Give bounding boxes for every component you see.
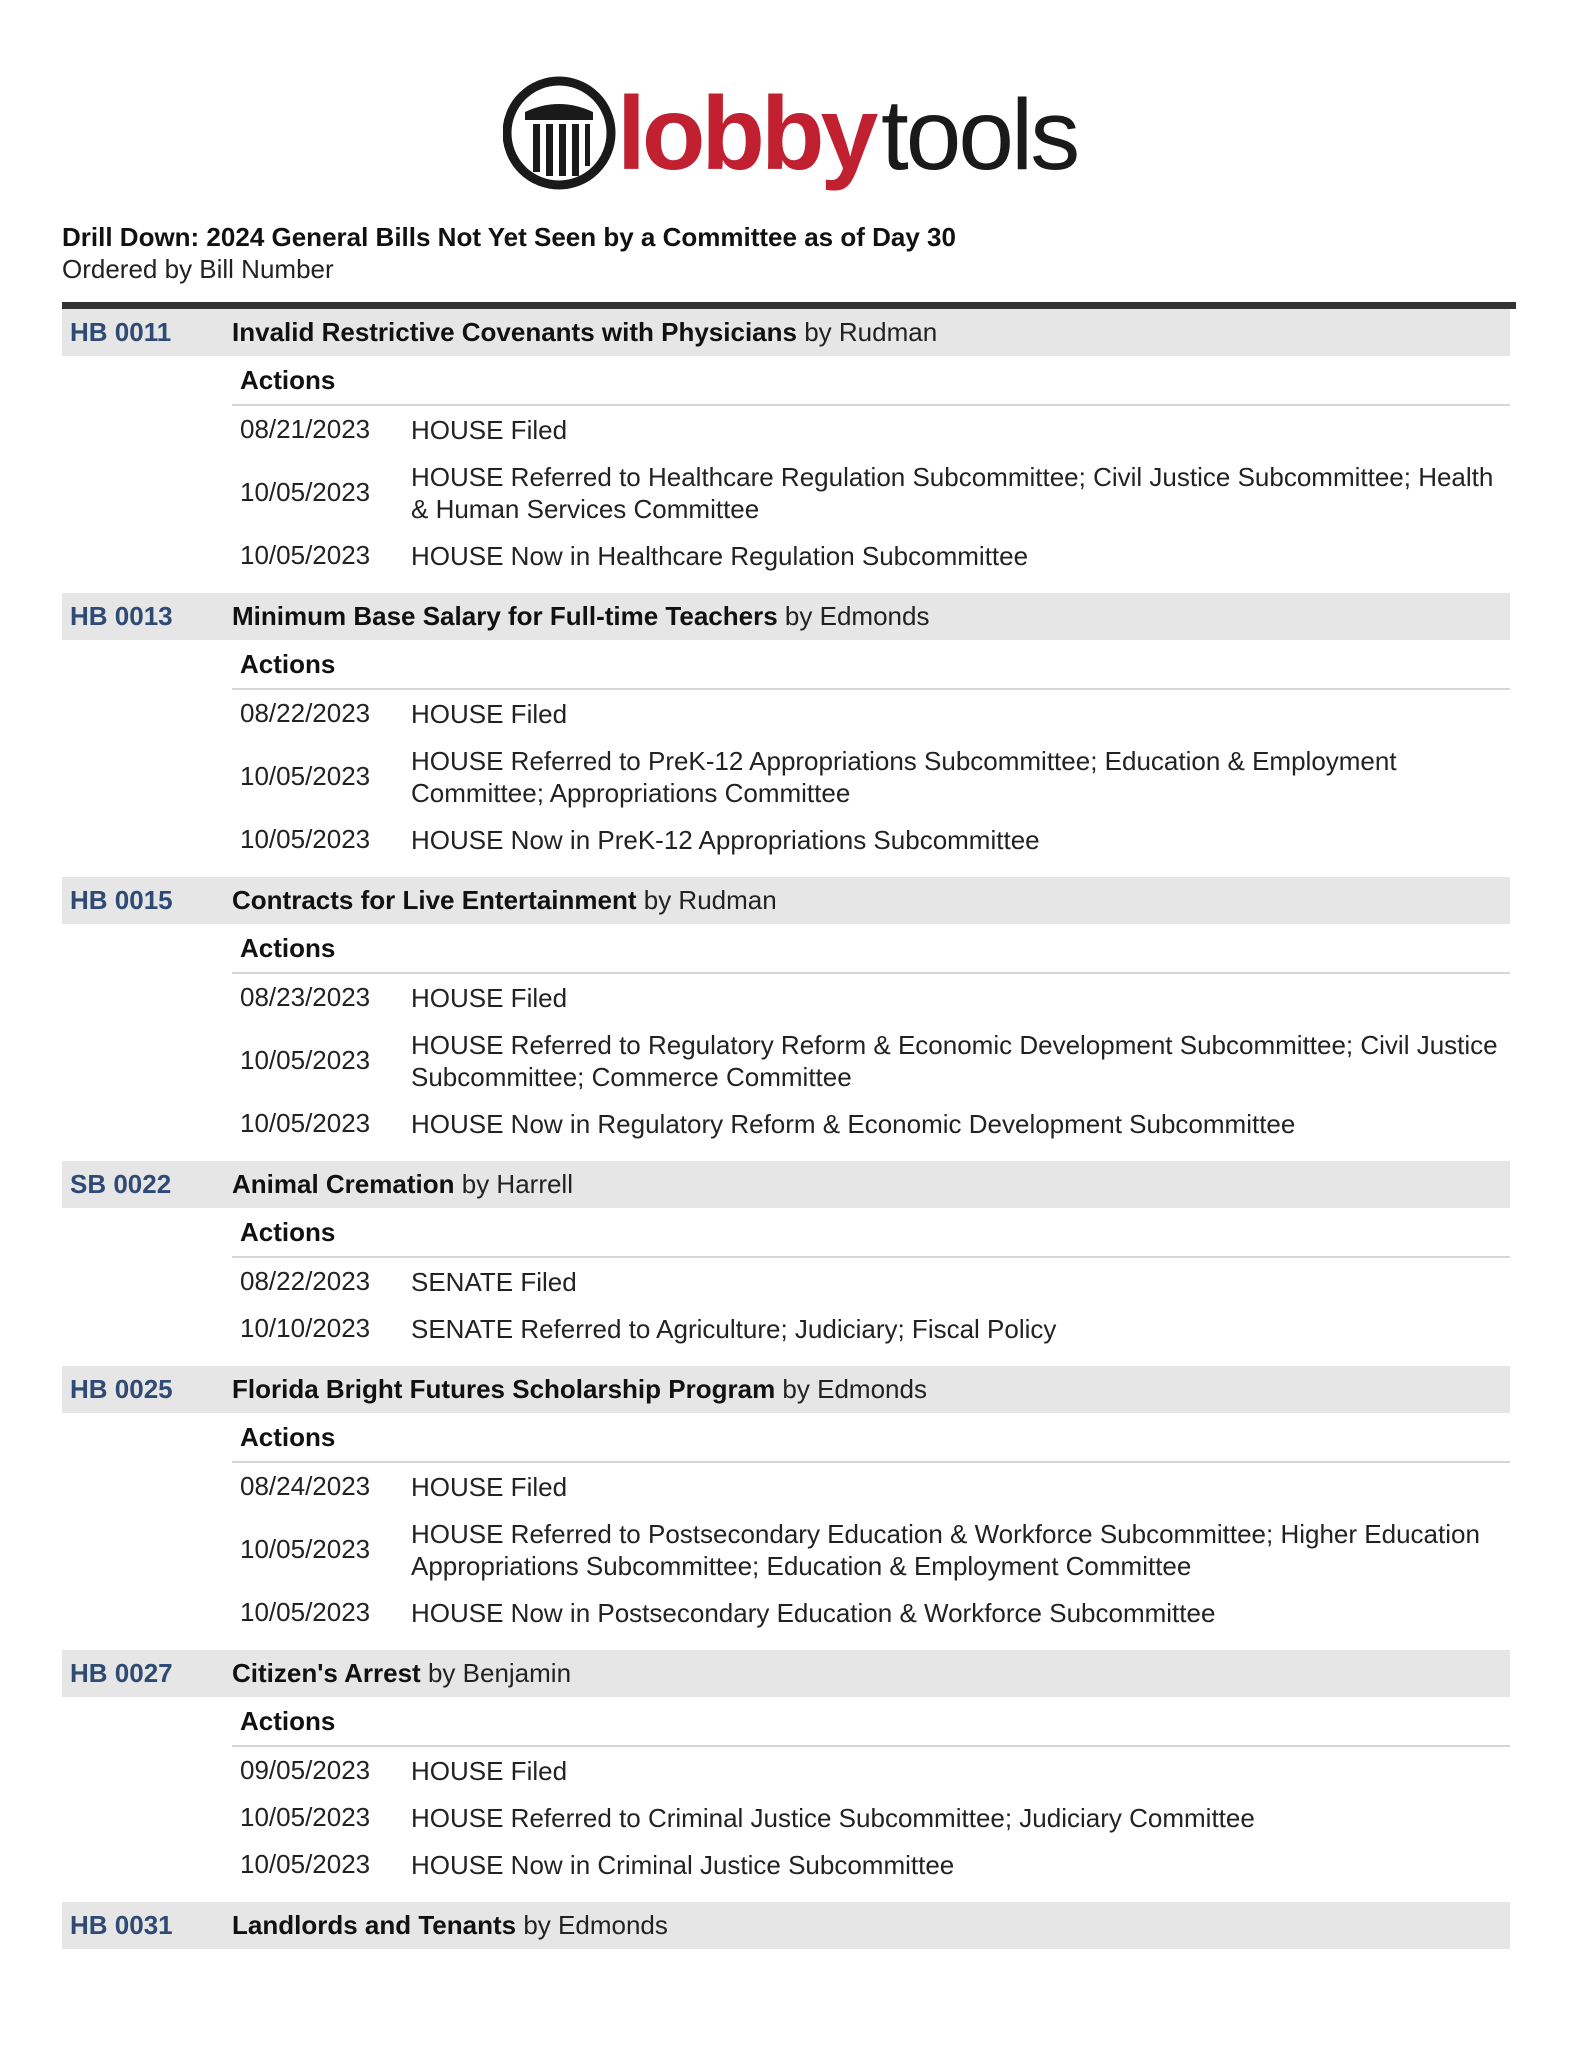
action-row (232, 1589, 1510, 1636)
bill-title-line (232, 1374, 927, 1405)
actions-label: Actions (232, 1208, 1510, 1258)
action-row (232, 406, 1510, 453)
bill-header (62, 593, 1510, 640)
action-date: 08/22/2023 (240, 1266, 371, 1296)
actions-label: Actions (232, 356, 1510, 406)
action-text: HOUSE Referred to PreK-12 Appropriations Subcommittee; Education & Employment Committee; Appropriations Committee (411, 745, 1397, 808)
action-date: 10/05/2023 (240, 1849, 371, 1879)
action-text: HOUSE Filed (411, 1755, 568, 1786)
actions-label: Actions (232, 1413, 1510, 1463)
action-date: 09/05/2023 (240, 1755, 371, 1785)
bill-header (62, 1161, 1510, 1208)
action-date: 10/05/2023 (240, 1534, 371, 1564)
action-row (232, 737, 1510, 816)
bill-sponsor: by Edmonds (523, 1910, 668, 1940)
action-text: HOUSE Now in Regulatory Reform & Economic Development Subcommittee (411, 1108, 1296, 1139)
report-title: Drill Down: 2024 General Bills Not Yet Seen by a Committee as of Day 30 (62, 222, 956, 252)
action-text: HOUSE Now in Criminal Justice Subcommittee (411, 1849, 955, 1880)
action-date: 10/05/2023 (240, 824, 371, 854)
bill-number-link[interactable]: HB 0015 (70, 885, 173, 915)
bill-header (62, 309, 1510, 356)
actions-section (232, 640, 1510, 877)
bill-title-line (232, 1910, 668, 1941)
bill-title-line (232, 601, 929, 632)
action-row (232, 1258, 1510, 1305)
actions-label: Actions (232, 924, 1510, 974)
action-date: 08/23/2023 (240, 982, 371, 1012)
bill-header (62, 1366, 1510, 1413)
bill-number-link[interactable]: SB 0022 (70, 1169, 172, 1199)
bill-entry (62, 877, 1510, 1161)
bill-sponsor: by Edmonds (784, 601, 930, 631)
action-text: HOUSE Filed (411, 698, 568, 729)
bill-number-link[interactable]: HB 0013 (70, 601, 173, 631)
action-row (232, 1510, 1510, 1589)
bill-number-link[interactable]: HB 0011 (70, 317, 172, 347)
action-date: 10/05/2023 (240, 477, 371, 507)
lobbytools-logo (503, 70, 1083, 205)
action-row (232, 1021, 1510, 1100)
action-row (232, 453, 1510, 532)
bill-title: Citizen's Arrest (232, 1658, 421, 1688)
bill-sponsor: by Benjamin (427, 1658, 572, 1688)
bill-title-line (232, 1169, 573, 1200)
action-row (232, 1794, 1510, 1841)
action-date: 10/05/2023 (240, 1045, 371, 1075)
bill-header (62, 1650, 1510, 1697)
action-date: 10/05/2023 (240, 540, 371, 570)
bill-number-link[interactable]: HB 0025 (70, 1374, 173, 1404)
action-date: 10/05/2023 (240, 1802, 371, 1832)
logo-wordmark-lobby: lobby (617, 76, 875, 192)
bill-number-link[interactable]: HB 0027 (70, 1658, 173, 1688)
bill-entry (62, 309, 1510, 593)
actions-label: Actions (232, 640, 1510, 690)
actions-section (232, 924, 1510, 1161)
action-text: HOUSE Now in PreK-12 Appropriations Subcommittee (411, 824, 1040, 855)
actions-section (232, 1697, 1510, 1902)
actions-section (232, 1208, 1510, 1366)
action-date: 08/24/2023 (240, 1471, 371, 1501)
bill-entry (62, 1650, 1510, 1902)
bill-list (62, 309, 1510, 1949)
actions-section (232, 1413, 1510, 1650)
bill-title: Landlords and Tenants (232, 1910, 517, 1940)
action-text: HOUSE Referred to Regulatory Reform & Economic Development Subcommittee; Civil Justice Subcommittee; Commerce Committee (411, 1029, 1498, 1092)
bill-sponsor: by Rudman (643, 885, 777, 915)
action-row (232, 690, 1510, 737)
action-text: SENATE Referred to Agriculture; Judiciary; Fiscal Policy (411, 1313, 1057, 1344)
bill-entry (62, 1902, 1510, 1949)
bill-sponsor: by Rudman (804, 317, 938, 347)
report-subtitle: Ordered by Bill Number (62, 254, 334, 284)
action-row (232, 974, 1510, 1021)
action-row (232, 1100, 1510, 1147)
bill-title-line (232, 1658, 571, 1689)
action-text: HOUSE Now in Healthcare Regulation Subcommittee (411, 540, 1029, 571)
action-row (232, 1463, 1510, 1510)
column-pillar-icon (503, 70, 1083, 205)
bill-header (62, 1902, 1510, 1949)
action-date: 08/21/2023 (240, 414, 371, 444)
action-date: 10/05/2023 (240, 1597, 371, 1627)
action-row (232, 1841, 1510, 1888)
action-date: 10/05/2023 (240, 1108, 371, 1138)
action-text: HOUSE Referred to Criminal Justice Subcommittee; Judiciary Committee (411, 1802, 1255, 1833)
actions-label: Actions (232, 1697, 1510, 1747)
bill-header (62, 877, 1510, 924)
bill-entry (62, 1161, 1510, 1366)
action-text: HOUSE Filed (411, 1471, 568, 1502)
action-text: HOUSE Now in Postsecondary Education & Workforce Subcommittee (411, 1597, 1216, 1628)
action-row (232, 1747, 1510, 1794)
bill-number-link[interactable]: HB 0031 (70, 1910, 173, 1940)
logo-wordmark-tools: tools (881, 79, 1078, 191)
header-divider (62, 302, 1516, 309)
action-date: 08/22/2023 (240, 698, 371, 728)
action-row (232, 816, 1510, 863)
bill-title: Contracts for Live Entertainment (232, 885, 637, 915)
bill-entry (62, 1366, 1510, 1650)
action-text: HOUSE Filed (411, 414, 568, 445)
bill-title-line (232, 317, 937, 348)
bill-title: Invalid Restrictive Covenants with Physicians (232, 317, 797, 347)
action-text: HOUSE Referred to Healthcare Regulation Subcommittee; Civil Justice Subcommittee; Health & Human Services Committee (411, 461, 1494, 524)
action-text: SENATE Filed (411, 1266, 577, 1297)
action-date: 10/05/2023 (240, 761, 371, 791)
action-text: HOUSE Filed (411, 982, 568, 1013)
bill-sponsor: by Edmonds (782, 1374, 927, 1404)
action-date: 10/10/2023 (240, 1313, 371, 1343)
bill-title: Florida Bright Futures Scholarship Program (232, 1374, 776, 1404)
bill-title: Animal Cremation (232, 1169, 455, 1199)
actions-section (232, 356, 1510, 593)
bill-title-line (232, 885, 777, 916)
action-row (232, 532, 1510, 579)
bill-title: Minimum Base Salary for Full-time Teachers (232, 601, 778, 631)
action-text: HOUSE Referred to Postsecondary Education & Workforce Subcommittee; Higher Education Appropriations Subcommittee; Education & Employment Committee (411, 1518, 1480, 1581)
bill-sponsor: by Harrell (461, 1169, 573, 1199)
action-row (232, 1305, 1510, 1352)
bill-entry (62, 593, 1510, 877)
